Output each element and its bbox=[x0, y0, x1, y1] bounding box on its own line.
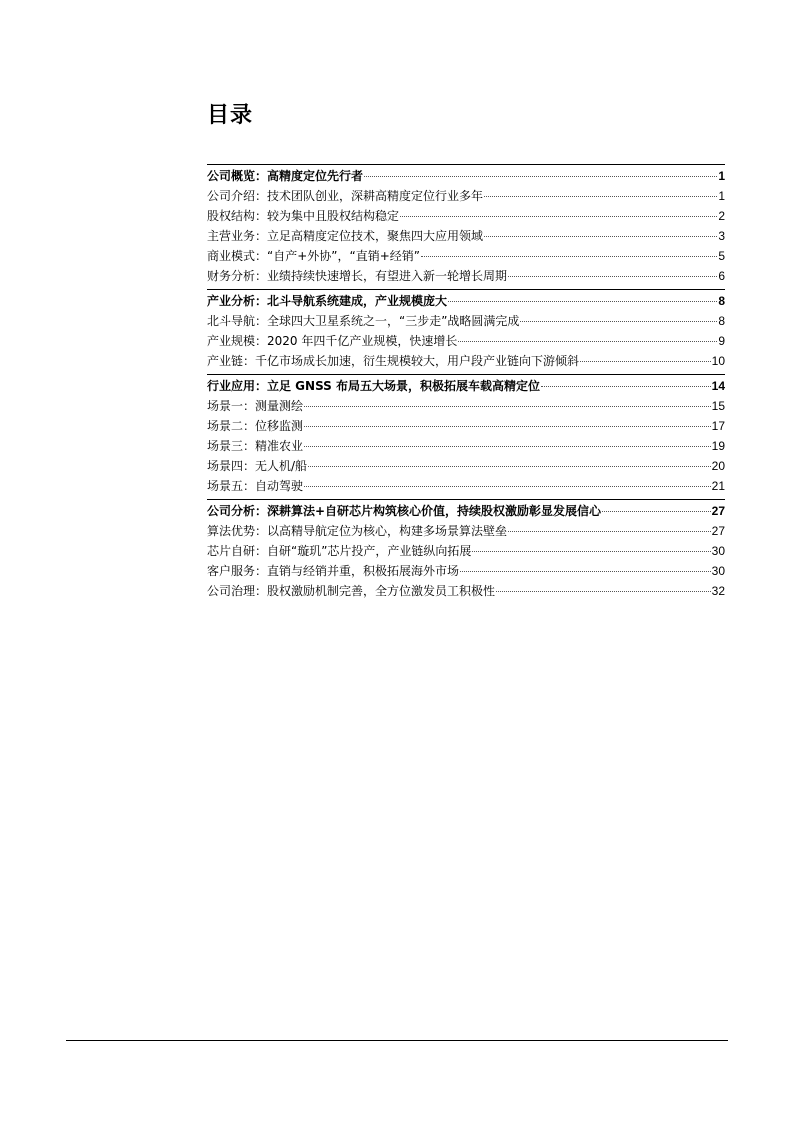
toc-entry[interactable] bbox=[207, 476, 725, 496]
toc-page-number: 17 bbox=[711, 419, 725, 433]
toc-heading[interactable] bbox=[207, 376, 725, 396]
toc-page-number: 1 bbox=[718, 189, 725, 203]
toc-leader bbox=[508, 531, 711, 532]
toc-leader bbox=[304, 406, 711, 407]
toc-entry[interactable] bbox=[207, 456, 725, 476]
toc-entry[interactable] bbox=[207, 396, 725, 416]
toc-entry[interactable] bbox=[207, 186, 725, 206]
toc-leader bbox=[460, 571, 711, 572]
toc-entry-text: 场景二：位移监测 bbox=[207, 419, 304, 433]
toc-leader bbox=[520, 321, 717, 322]
toc-entry-text: 股权结构：较为集中且股权结构稳定 bbox=[207, 209, 400, 223]
toc-entry[interactable] bbox=[207, 246, 725, 266]
toc-leader bbox=[308, 466, 711, 467]
toc-page-number: 27 bbox=[711, 524, 725, 538]
toc-entry-text: 芯片自研：自研“璇玑”芯片投产，产业链纵向拓展 bbox=[207, 544, 472, 558]
toc-heading[interactable] bbox=[207, 291, 725, 311]
toc-entry[interactable] bbox=[207, 436, 725, 456]
toc-page-number: 21 bbox=[711, 479, 725, 493]
toc-leader bbox=[304, 446, 711, 447]
toc-entry-text: 产业规模：2020 年四千亿产业规模，快速增长 bbox=[207, 334, 458, 348]
toc-section-company-overview bbox=[207, 164, 725, 286]
toc-leader bbox=[448, 301, 717, 302]
toc-page-number: 10 bbox=[711, 354, 725, 368]
toc-leader bbox=[458, 341, 717, 342]
toc-leader bbox=[364, 176, 717, 177]
toc-entry[interactable] bbox=[207, 416, 725, 436]
toc-entry-text: 场景一：测量测绘 bbox=[207, 399, 304, 413]
toc-heading[interactable] bbox=[207, 501, 725, 521]
toc-entry[interactable] bbox=[207, 561, 725, 581]
toc-page-number: 3 bbox=[718, 229, 725, 243]
toc-section-company-analysis bbox=[207, 499, 725, 601]
toc-page-number: 1 bbox=[718, 169, 725, 183]
toc-heading-text: 公司概览：高精度定位先行者 bbox=[207, 169, 364, 183]
toc-entry[interactable] bbox=[207, 581, 725, 601]
toc-entry[interactable] bbox=[207, 541, 725, 561]
toc-page-number: 14 bbox=[711, 379, 725, 393]
toc-entry[interactable] bbox=[207, 226, 725, 246]
toc-page-number: 15 bbox=[711, 399, 725, 413]
toc-page-number: 2 bbox=[718, 209, 725, 223]
toc-heading-text: 公司分析：深耕算法+自研芯片构筑核心价值，持续股权激励彰显发展信心 bbox=[207, 504, 602, 518]
toc-entry-text: 场景四：无人机/船 bbox=[207, 459, 308, 473]
toc-page-number: 8 bbox=[718, 314, 725, 328]
toc-entry[interactable] bbox=[207, 521, 725, 541]
toc-section-industry-application bbox=[207, 374, 725, 496]
toc-entry-text: 场景五：自动驾驶 bbox=[207, 479, 304, 493]
toc-page-number: 5 bbox=[718, 249, 725, 263]
toc-leader bbox=[580, 361, 711, 362]
toc-entry-text: 北斗导航：全球四大卫星系统之一，“三步走”战略圆满完成 bbox=[207, 314, 520, 328]
toc-leader bbox=[484, 236, 717, 237]
toc-entry-text: 算法优势：以高精导航定位为核心，构建多场景算法壁垒 bbox=[207, 524, 508, 538]
toc-entry-text: 财务分析：业绩持续快速增长，有望进入新一轮增长周期 bbox=[207, 269, 508, 283]
toc-leader bbox=[400, 216, 717, 217]
toc-entry[interactable] bbox=[207, 311, 725, 331]
toc-heading[interactable] bbox=[207, 166, 725, 186]
table-of-contents bbox=[207, 164, 725, 604]
toc-leader bbox=[304, 486, 711, 487]
toc-leader bbox=[541, 386, 711, 387]
toc-leader bbox=[421, 256, 717, 257]
toc-entry-text: 公司介绍：技术团队创业，深耕高精度定位行业多年 bbox=[207, 189, 484, 203]
toc-page-number: 30 bbox=[711, 544, 725, 558]
toc-page-number: 9 bbox=[718, 334, 725, 348]
toc-entry-text: 商业模式：“自产+外协”，“直销+经销” bbox=[207, 249, 420, 263]
toc-page-number: 27 bbox=[711, 504, 725, 518]
toc-entry[interactable] bbox=[207, 351, 725, 371]
toc-heading-text: 产业分析：北斗导航系统建成，产业规模庞大 bbox=[207, 294, 448, 308]
toc-entry[interactable] bbox=[207, 266, 725, 286]
toc-page-number: 19 bbox=[711, 439, 725, 453]
toc-page-number: 30 bbox=[711, 564, 725, 578]
toc-leader bbox=[602, 511, 711, 512]
toc-page-number: 32 bbox=[711, 584, 725, 598]
footer-divider bbox=[66, 1040, 728, 1041]
toc-entry-text: 场景三：精准农业 bbox=[207, 439, 304, 453]
toc-page-number: 8 bbox=[718, 294, 725, 308]
toc-entry-text: 公司治理：股权激励机制完善，全方位激发员工积极性 bbox=[207, 584, 496, 598]
toc-heading-text: 行业应用：立足 GNSS 布局五大场景，积极拓展车载高精定位 bbox=[207, 379, 540, 393]
page-title: 目录 bbox=[207, 103, 254, 128]
toc-entry[interactable] bbox=[207, 206, 725, 226]
toc-leader bbox=[484, 196, 717, 197]
toc-leader bbox=[304, 426, 711, 427]
toc-entry-text: 主营业务：立足高精度定位技术，聚焦四大应用领域 bbox=[207, 229, 484, 243]
toc-page-number: 6 bbox=[718, 269, 725, 283]
toc-section-industry-analysis bbox=[207, 289, 725, 371]
toc-leader bbox=[496, 591, 711, 592]
toc-entry-text: 客户服务：直销与经销并重，积极拓展海外市场 bbox=[207, 564, 460, 578]
toc-page-number: 20 bbox=[711, 459, 725, 473]
toc-entry[interactable] bbox=[207, 331, 725, 351]
toc-leader bbox=[508, 276, 717, 277]
toc-leader bbox=[472, 551, 710, 552]
toc-entry-text: 产业链：千亿市场成长加速，衍生规模较大，用户段产业链向下游倾斜 bbox=[207, 354, 580, 368]
